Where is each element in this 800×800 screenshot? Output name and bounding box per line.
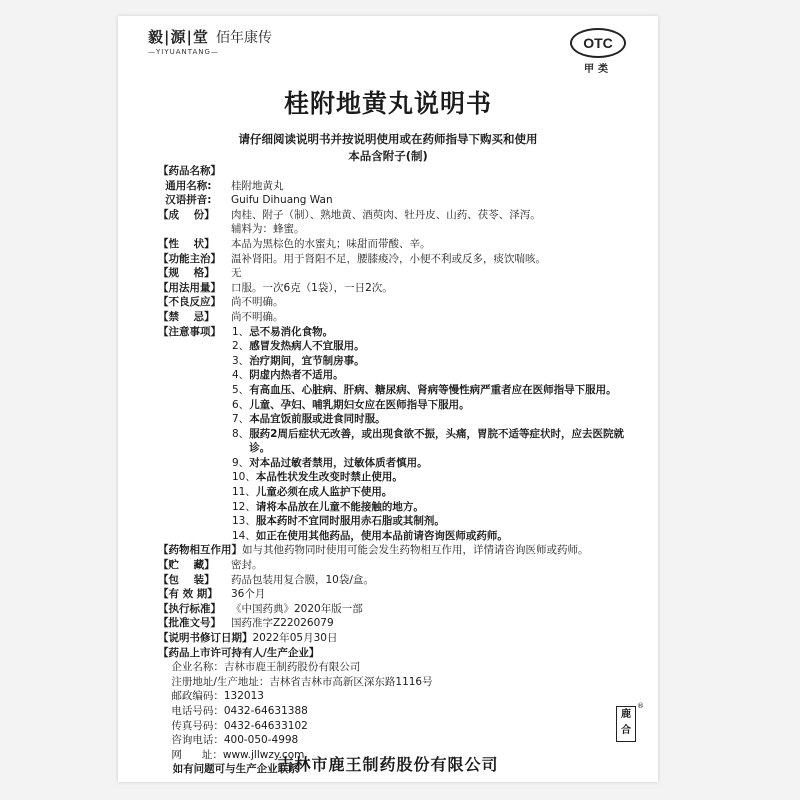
function-value: 温补肾阳。用于肾阳不足，腰膝痠冷，小便不利或反多，痰饮喘咳。 [231,252,546,265]
caution-number: 1、 [232,325,250,338]
caution-text: 治疗期间，宜节制房事。 [249,354,365,367]
company-contact: 如有问题可与生产企业联系 [158,763,299,776]
approval-value: 国药准字Z22026079 [231,617,334,630]
caution-text: 如正在使用其他药品，使用本品前请咨询医师或药师。 [255,529,508,542]
generic-name-label: 通用名称: [158,179,212,192]
caution-item [158,339,638,354]
validity-value: 36个月 [231,588,266,601]
caution-number: 12、 [232,500,256,513]
caution-item [158,500,638,515]
spec-row [158,266,638,281]
caution-text: 对本品过敏者禁用，过敏体质者慎用。 [249,456,428,469]
ingredients-value: 肉桂、附子（制）、熟地黄、酒萸肉、牡丹皮、山药、茯苓、泽泻。 [231,208,541,221]
brand-slogan: 佰年康传 [216,30,273,46]
caution-number: 5、 [232,383,250,396]
caution-number: 8、 [232,427,250,440]
company-address: 注册地址/生产地址：吉林省吉林市高新区深东路1116号 [158,675,433,688]
pinyin-row [158,193,638,208]
caution-text: 服本药时不宜同时服用赤石脂或其制剂。 [255,515,445,528]
function-label: 【功能主治】 [158,252,221,265]
excipient-row [158,222,638,237]
instruction-sheet [118,16,658,782]
caution-item [158,514,638,529]
caution-number: 10、 [232,471,256,484]
revision-row [158,631,638,646]
spec-label: 【规 格】 [158,267,215,280]
caution-text: 感冒发热病人不宜服用。 [249,340,365,353]
caution-number: 4、 [232,369,250,382]
interaction-value: 如与其他药物同时使用可能会发生药物相互作用，详情请咨询医师或药师。 [242,544,589,557]
caution-text: 阴虚内热者不适用。 [249,369,344,382]
excipient-value: 辅料为：蜂蜜。 [231,223,305,236]
document-title: 桂附地黄丸说明书 [283,89,492,118]
spec-value: 无 [231,267,242,280]
caution-item [158,412,638,427]
registered-mark: ® [637,702,644,710]
caution-text: 儿童、孕妇、哺乳期妇女应在医师指导下服用。 [249,398,470,411]
caution-number: 14、 [232,529,256,542]
caution-list [158,325,638,544]
caution-number: 9、 [232,456,250,469]
revision-value: 2022年05月30日 [252,632,338,644]
holder-label: 【药品上市许可持有人/生产企业】 [158,646,320,659]
character-label: 【性 状】 [158,237,215,250]
otc-class: 甲类 [584,64,612,75]
storage-row [158,558,638,573]
holder-row [158,646,638,661]
ingredients-label: 【成 份】 [158,208,215,221]
caution-item [158,485,638,500]
adverse-value: 尚不明确。 [231,296,284,309]
brand [148,26,348,56]
usage-label: 【用法用量】 [158,281,221,294]
caution-text: 本品宜饭前服或进食同时服。 [249,413,386,426]
package-label: 【包 装】 [158,573,215,586]
otc-mark [570,28,626,75]
content [158,164,638,777]
storage-value: 密封。 [231,559,263,572]
caution-number: 6、 [232,398,250,411]
standard-label: 【执行标准】 [158,602,221,615]
adverse-row [158,295,638,310]
package-value: 药品包装用复合膜，10袋/盒。 [231,573,374,586]
contraindication-row [158,310,638,325]
caution-item [158,383,638,398]
notice-line-2: 本品含附子(制) [348,149,428,163]
character-value: 本品为黑棕色的水蜜丸；味甜而带酸、辛。 [231,237,431,250]
package-row [158,573,638,588]
approval-row [158,616,638,631]
brand-logo: 毅|源|堂 [148,28,209,46]
company-name: 企业名称：吉林市鹿王制药股份有限公司 [158,661,361,674]
pinyin-value: Guifu Dihuang Wan [231,194,333,207]
storage-label: 【贮 藏】 [158,559,215,572]
company-website: 网 址：www.jllwzy.com [158,748,305,761]
caution-text: 忌不易消化食物。 [249,325,334,338]
interaction-label: 【药物相互作用】 [158,544,242,557]
caution-number: 2、 [232,340,250,353]
company-consult: 咨询电话：400-050-4998 [158,734,299,747]
caution-number: 7、 [232,413,250,426]
caution-label: 【注意事项】 [158,325,221,338]
ingredients-row [158,208,638,223]
revision-label: 【说明书修订日期】 [158,632,253,644]
caution-item [158,368,638,383]
generic-name-row [158,179,638,194]
company-fax: 传真号码：0432-64633102 [158,719,308,732]
brand-subtitle: —YIYUANTANG— [148,48,219,56]
caution-item [158,325,638,340]
validity-row [158,587,638,602]
drug-name-row [158,164,638,179]
caution-item [158,456,638,471]
adverse-label: 【不良反应】 [158,296,221,309]
standard-value: 《中国药典》2020年版一部 [231,602,363,615]
caution-number: 11、 [232,486,256,499]
caution-item [158,427,638,456]
contraindication-label: 【禁 忌】 [158,310,215,323]
approval-label: 【批准文号】 [158,617,221,630]
caution-text: 儿童必须在成人监护下使用。 [255,486,393,499]
caution-item [158,398,638,413]
validity-label: 【有 效 期】 [158,588,218,601]
interaction-row [158,543,638,558]
caution-text: 有高血压、心脏病、肝病、糖尿病、肾病等慢性病严重者应在医师指导下服用。 [249,383,617,396]
otc-badge: OTC [570,28,626,58]
caution-text: 请将本品放在儿童不能接触的地方。 [255,500,424,513]
caution-item [158,354,638,369]
company-phone: 电话号码：0432-64631388 [158,704,308,717]
footer-company: 吉林市鹿王制药股份有限公司 [277,755,499,774]
caution-item [158,529,638,544]
company-postcode: 邮政编码：132013 [158,690,264,703]
drug-name-label: 【药品名称】 [158,165,221,177]
standard-row [158,602,638,617]
function-row [158,252,638,267]
caution-number: 13、 [232,515,256,528]
brand-seal-icon: 鹿合 [616,706,636,742]
notice-line-1: 请仔细阅读说明书并按说明使用或在药师指导下购买和使用 [238,132,538,146]
usage-value: 口服。一次6克（1袋），一日2次。 [231,281,393,294]
caution-number: 3、 [232,354,250,367]
caution-item [158,470,638,485]
caution-text: 本品性状发生改变时禁止使用。 [255,471,403,484]
contraindication-value: 尚不明确。 [231,310,284,323]
usage-row [158,281,638,296]
generic-name-value: 桂附地黄丸 [231,179,284,192]
character-row [158,237,638,252]
notice [118,131,658,165]
caution-text: 服药2周后症状无改善，或出现食欲不振，头痛，胃脘不适等症状时，应去医院就诊。 [249,427,624,455]
pinyin-label: 汉语拼音: [158,194,212,207]
